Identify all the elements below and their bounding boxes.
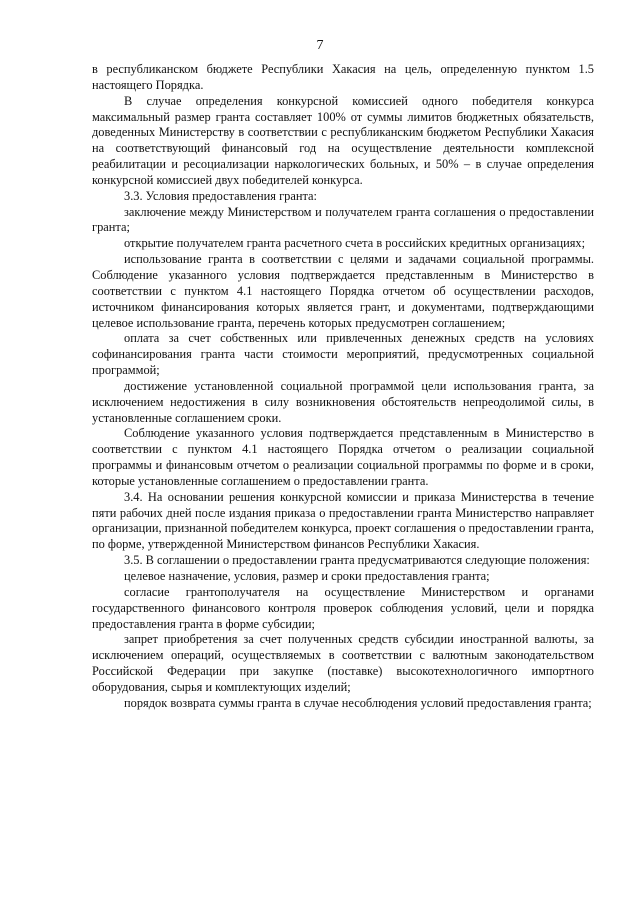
paragraph: запрет приобретения за счет полученных средств субсидии иностранной валюты, за исключением операций, осуществляемых в соответствии с валютным законодательством Российской Федерации при закупке (поставке) высокотехнологичного импортного оборудования, сырья и комплектующих изделий; — [92, 632, 594, 694]
paragraph: использование гранта в соответствии с целями и задачами социальной программы. Соблюдение указанного условия подтверждается представленным в Министерство в соответствии с пунктом 4.1 настоящего Порядка отчетом об осуществлении расходов, источником финансирования которых является грант, и документами, подтверждающими целевое использование гранта, перечень которых предусмотрен соглашением; — [92, 252, 594, 330]
paragraph: открытие получателем гранта расчетного счета в российских кредитных организациях; — [124, 236, 586, 251]
paragraph: 3.5. В соглашении о предоставлении гранта предусматриваются следующие положения: — [124, 553, 590, 568]
section-heading: 3.3. Условия предоставления гранта: — [124, 188, 318, 203]
paragraph: В случае определения конкурсной комиссией одного победителя конкурса максимальный размер гранта составляет 100% от суммы лимитов бюджетных обязательств, доведенных Министерству в соответствии с республиканским бюджетом Республики Хакасия на соответствующий финансовый год на осуществление деятельности комплексной реабилитации и ресоциализации наркологических больных, и 50% – в случае определения конкурсной комиссией двух победителей конкурса. — [92, 93, 594, 187]
page-number: 7 — [316, 38, 324, 53]
document-body — [92, 62, 594, 712]
paragraph: Соблюдение указанного условия подтверждается представленным в Министерство в соответствии с пунктом 4.1 настоящего Порядка отчетом о реализации социальной программы и финансовым отчетом о реализации социальной программы по форме и в сроки, которые установленные соглашением о предоставлении гранта. — [92, 426, 594, 488]
paragraph: оплата за счет собственных или привлеченных денежных средств на условиях софинансирования гранта части стоимости мероприятий, предусмотренных социальной программой; — [92, 331, 594, 378]
paragraph: в республиканском бюджете Республики Хакасия на цель, определенную пунктом 1.5 настоящего Порядка. — [92, 62, 594, 92]
paragraph: согласие грантополучателя на осуществление Министерством и органами государственного финансового контроля проверок соблюдения условий, цели и порядка предоставления гранта в форме субсидии; — [92, 584, 594, 631]
paragraph: порядок возврата суммы гранта в случае несоблюдения условий предоставления гранта; — [124, 695, 592, 710]
paragraph: заключение между Министерством и получателем гранта соглашения о предоставлении гранта; — [92, 204, 594, 235]
paragraph: 3.4. На основании решения конкурсной комиссии и приказа Министерства в течение пяти рабочих дней после издания приказа о предоставлении гранта Министерство направляет организации, признанной победителем конкурса, проект соглашения о предоставлении гранта, по форме, утвержденной Министерством финансов Республики Хакасия. — [92, 489, 594, 552]
paragraph: целевое назначение, условия, размер и сроки предоставления гранта; — [124, 569, 490, 583]
paragraph: достижение установленной социальной программой цели использования гранта, за исключением недостижения в силу возникновения обстоятельств непреодолимой силы, в установленные соглашением сроки. — [92, 378, 594, 425]
